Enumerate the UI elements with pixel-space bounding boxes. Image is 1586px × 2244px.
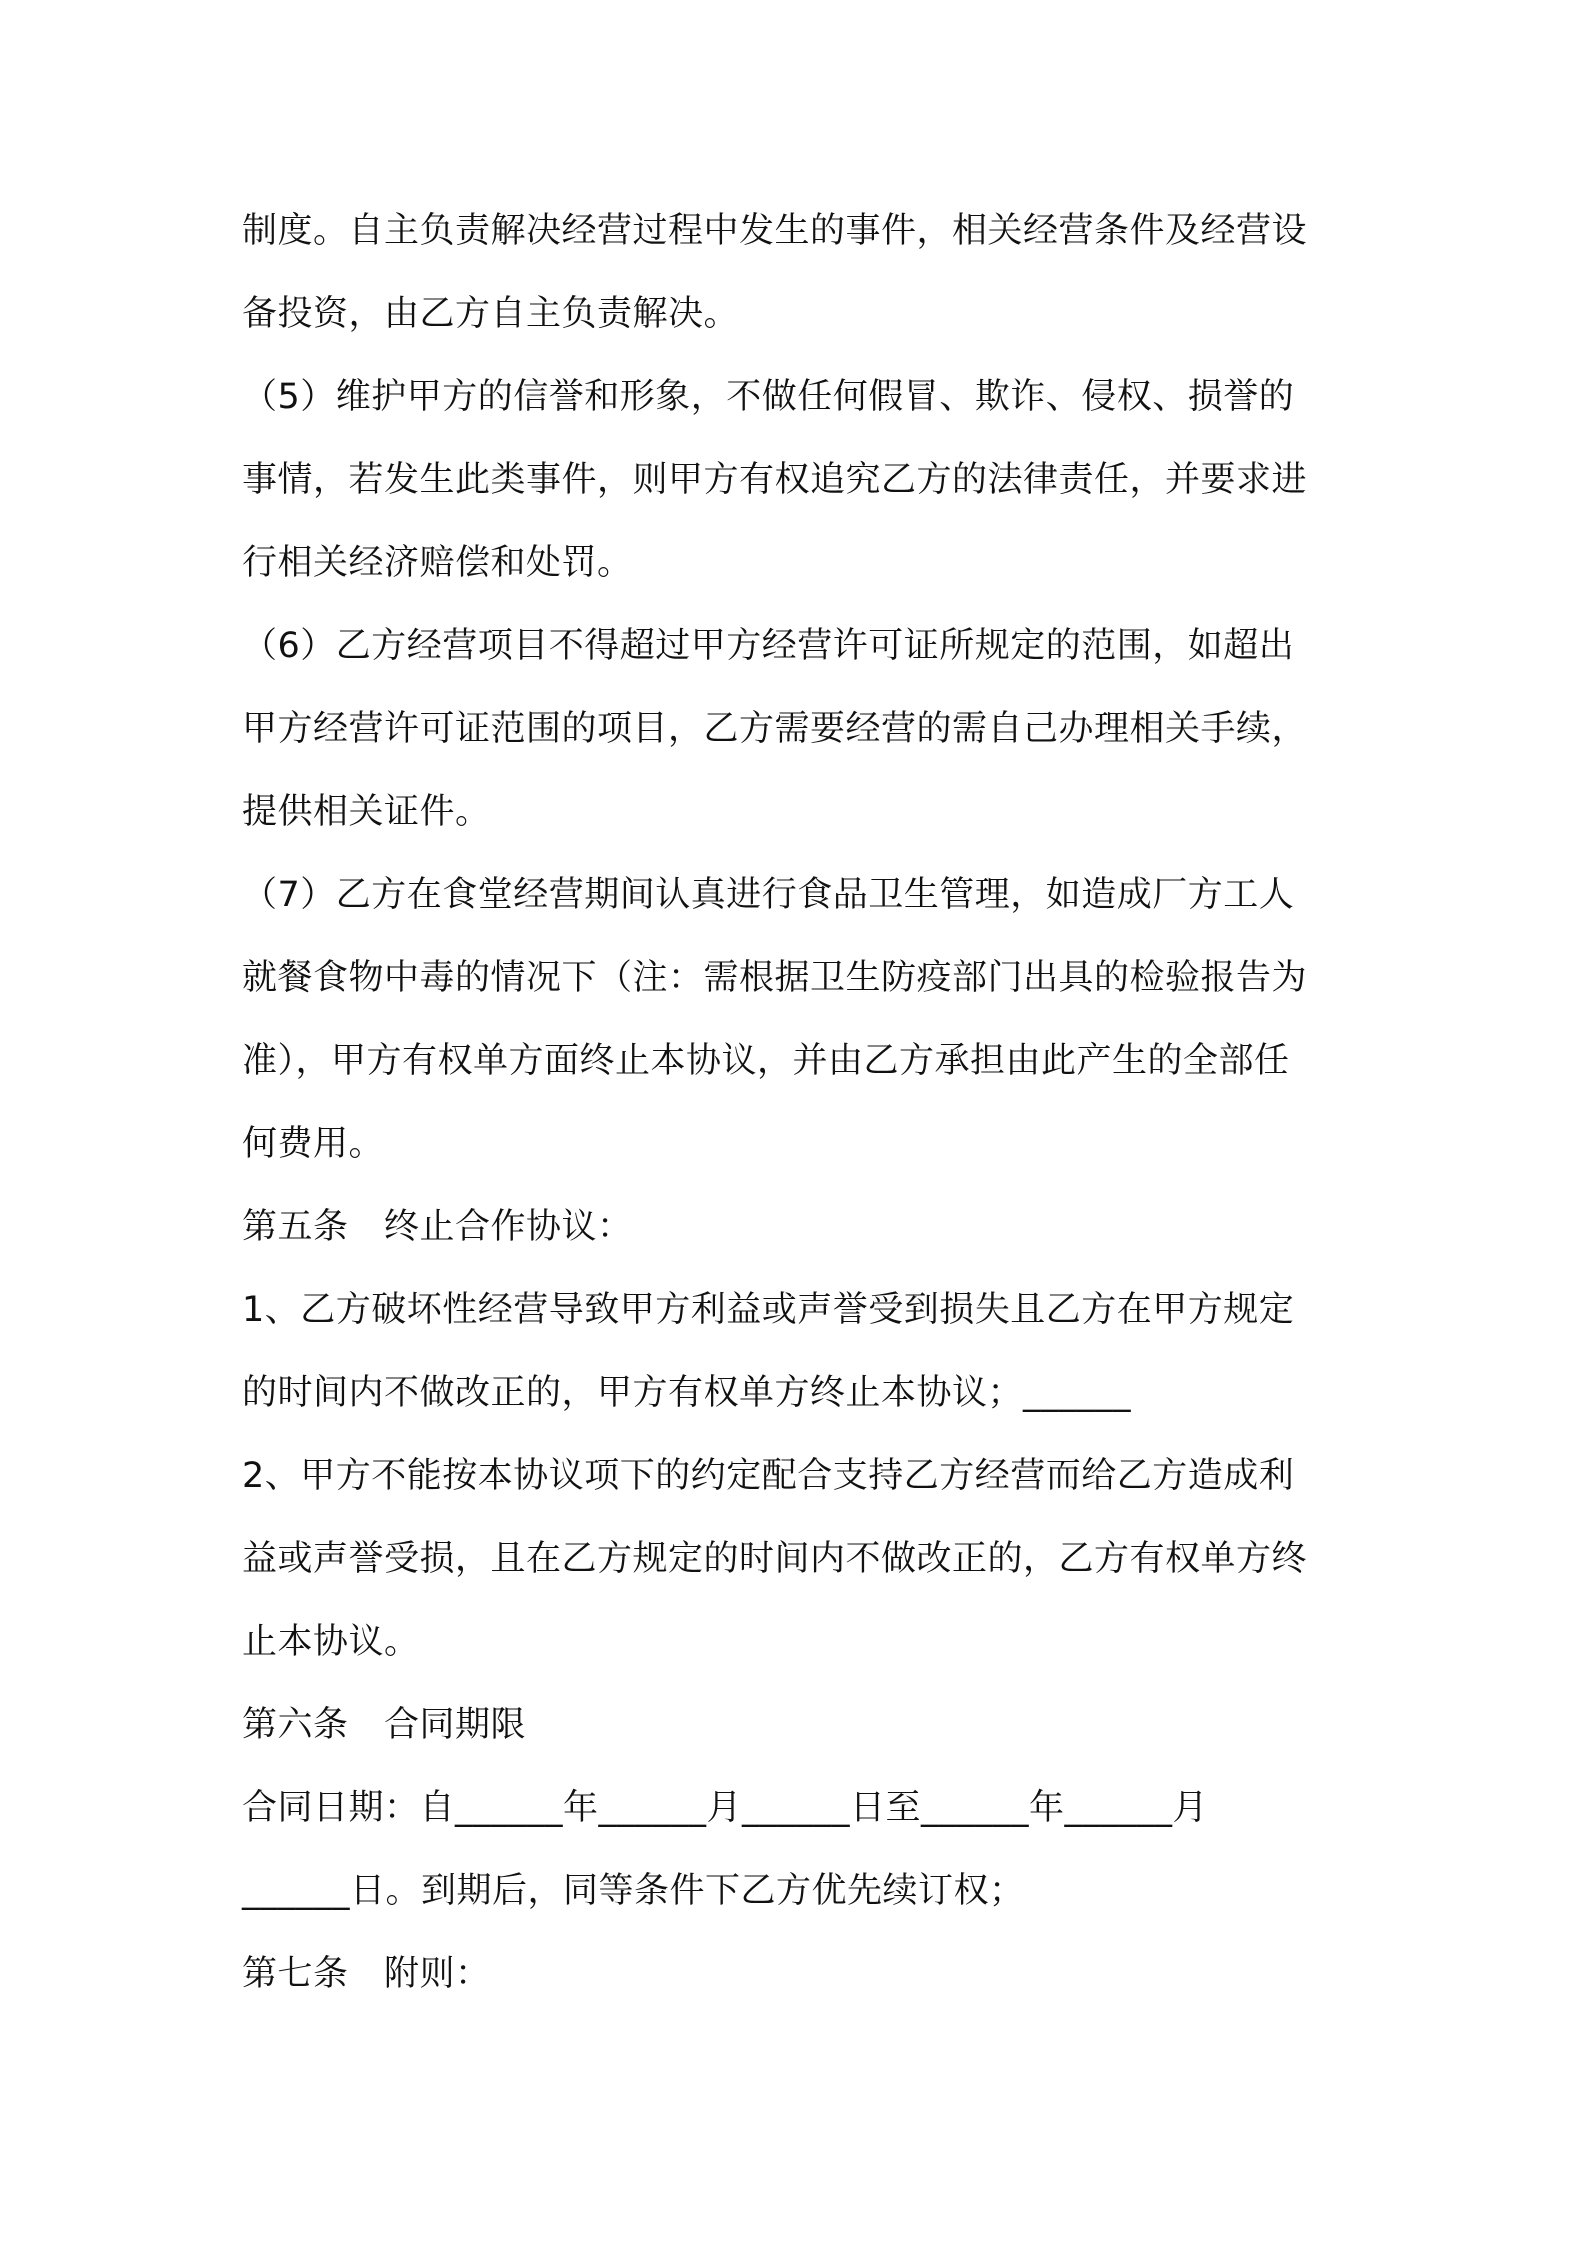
section-heading: 第五条 终止合作协议： xyxy=(242,1207,633,1247)
text-line: ______日。到期后，同等条件下乙方优先续订权； xyxy=(242,1871,1025,1911)
text-line: 益或声誉受损，且在乙方规定的时间内不做改正的，乙方有权单方终 xyxy=(242,1539,1308,1579)
section-heading: 第六条 合同期限 xyxy=(242,1705,527,1745)
text-line: 制度。自主负责解决经营过程中发生的事件，相关经营条件及经营设 xyxy=(242,211,1308,251)
text-line: 行相关经济赔偿和处罚。 xyxy=(242,543,633,583)
text-line: 止本协议。 xyxy=(242,1622,420,1662)
text-line: 事情，若发生此类事件，则甲方有权追究乙方的法律责任，并要求进 xyxy=(242,460,1308,500)
section-heading: 第七条 附则： xyxy=(242,1954,491,1994)
text-line: 1、乙方破坏性经营导致甲方利益或声誉受到损失且乙方在甲方规定 xyxy=(242,1290,1295,1330)
text-line: 备投资，由乙方自主负责解决。 xyxy=(242,294,740,334)
text-line: 合同日期：自______年______月______日至______年______月 xyxy=(242,1788,1209,1828)
text-line: 2、甲方不能按本协议项下的约定配合支持乙方经营而给乙方造成利 xyxy=(242,1456,1295,1496)
text-line: 就餐食物中毒的情况下（注：需根据卫生防疫部门出具的检验报告为 xyxy=(242,958,1308,998)
text-line: 何费用。 xyxy=(242,1124,385,1164)
text-line: 的时间内不做改正的，甲方有权单方终止本协议；______ xyxy=(242,1373,1132,1413)
text-line: （7）乙方在食堂经营期间认真进行食品卫生管理，如造成厂方工人 xyxy=(242,875,1295,915)
text-line: 准），甲方有权单方面终止本协议，并由乙方承担由此产生的全部任 xyxy=(242,1041,1290,1081)
text-line: 甲方经营许可证范围的项目，乙方需要经营的需自己办理相关手续， xyxy=(242,709,1308,749)
text-line: （5）维护甲方的信誉和形象，不做任何假冒、欺诈、侵权、损誉的 xyxy=(242,377,1295,417)
text-line: 提供相关证件。 xyxy=(242,792,491,832)
text-line: （6）乙方经营项目不得超过甲方经营许可证所规定的范围，如超出 xyxy=(242,626,1295,666)
